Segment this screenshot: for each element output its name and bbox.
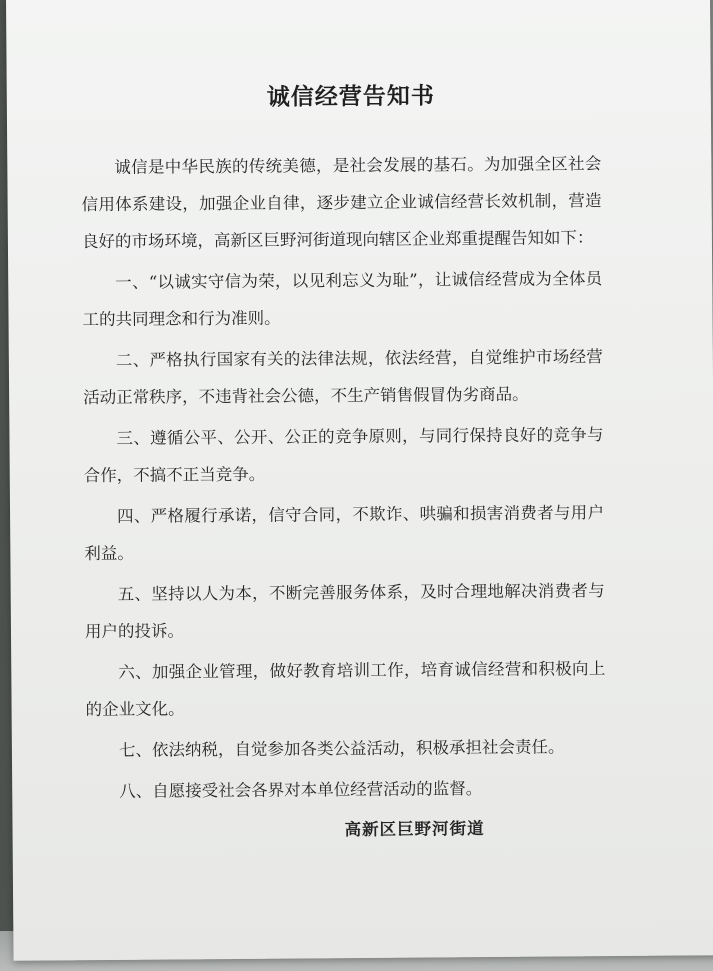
- item-2-paragraph: 二、严格执行国家有关的法律法规，依法经营，自觉维护市场经营活动正常秩序，不违背社会公德，不生产销售假冒伪劣商品。: [83, 347, 603, 408]
- item-5-paragraph: 五、坚持以人为本，不断完善服务体系，及时合理地解决消费者与用户的投诉。: [84, 581, 605, 642]
- document-title: 诚信经营告知书: [266, 83, 435, 111]
- item-6-paragraph: 六、加强企业管理，做好教育培训工作，培育诚信经营和积极向上的企业文化。: [85, 659, 606, 720]
- notice-document: [81, 76, 607, 842]
- paper-sheet: [6, 0, 713, 961]
- signature: 高新区巨野河街道: [344, 819, 485, 840]
- item-4-paragraph: 四、严格履行承诺，信守合同，不欺诈、哄骗和损害消费者与用户利益。: [84, 503, 605, 564]
- item-7-paragraph: 七、依法纳税，自觉参加各类公益活动，积极承担社会责任。: [118, 737, 565, 760]
- item-1-paragraph: 一、“以诚实守信为荣，以见利忘义为耻”，让诚信经营成为全体员工的共同理念和行为准则。: [82, 269, 603, 330]
- item-8-paragraph: 八、自愿接受社会各界对本单位经营活动的监督。: [119, 779, 483, 801]
- intro-paragraph: 诚信是中华民族的传统美德，是社会发展的基石。为加强全区社会信用体系建设，加强企业自律，逐步建立企业诚信经营长效机制，营造良好的市场环境，高新区巨野河街道现向辖区企业郑重提醒告知如下：: [81, 154, 602, 252]
- item-3-paragraph: 三、遵循公平、公开、公正的竞争原则，与同行保持良好的竞争与合作，不搞不正当竞争。: [83, 425, 604, 486]
